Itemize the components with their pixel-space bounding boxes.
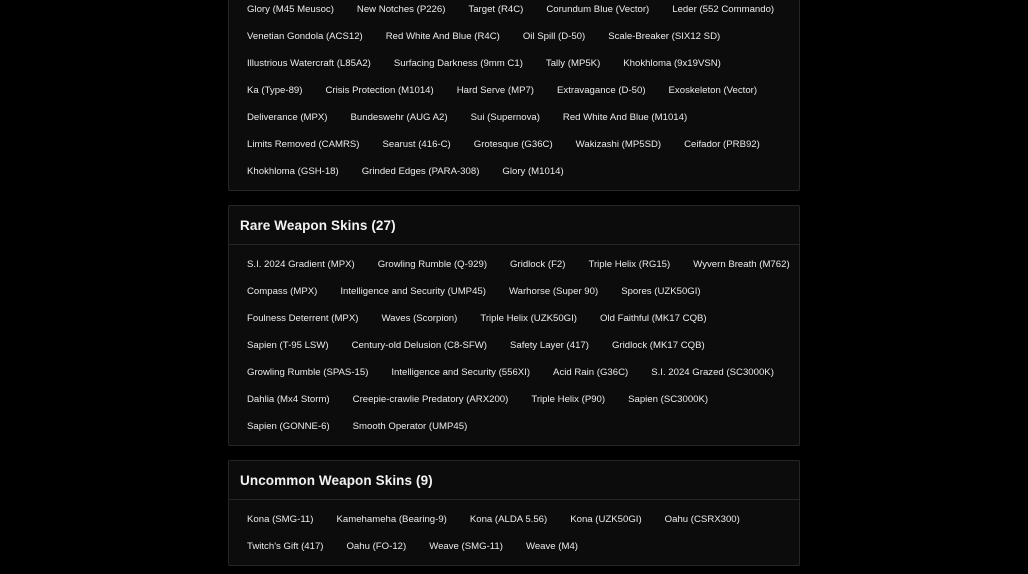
skin-item[interactable]: Corundum Blue (Vector) [546, 4, 650, 15]
skin-row [240, 413, 788, 440]
skin-item[interactable]: Grinded Edges (PARA-308) [361, 166, 480, 177]
skin-item[interactable]: Target (R4C) [468, 4, 524, 15]
skin-item[interactable]: Bundeswehr (AUG A2) [350, 112, 448, 123]
skin-item[interactable]: Gridlock (F2) [510, 259, 566, 270]
skin-item[interactable]: Leder (552 Commando) [672, 4, 775, 15]
skin-row [240, 533, 788, 560]
skin-item[interactable]: Searust (416-C) [382, 139, 451, 150]
skin-row [240, 131, 788, 158]
skin-item[interactable]: Dahlia (Mx4 Storm) [247, 394, 330, 405]
skin-item[interactable]: Khokhloma (GSH-18) [247, 166, 339, 177]
skin-item[interactable]: S.I. 2024 Gradient (MPX) [247, 259, 355, 270]
section-rare-weapon-skins [228, 205, 800, 446]
skin-item[interactable]: Kona (UZK50GI) [570, 514, 642, 525]
skin-item[interactable]: Acid Rain (G36C) [553, 367, 629, 378]
skin-row [240, 50, 788, 77]
skin-item[interactable]: Weave (SMG-11) [429, 541, 503, 552]
skin-row [240, 251, 788, 278]
skin-row [240, 332, 788, 359]
skin-row [240, 104, 788, 131]
skins-list [228, 0, 800, 574]
skin-item[interactable]: Glory (M1014) [502, 166, 564, 177]
skin-item[interactable]: S.I. 2024 Grazed (SC3000K) [651, 367, 774, 378]
skin-item[interactable]: Growling Rumble (Q-929) [377, 259, 488, 270]
skin-item[interactable]: Surfacing Darkness (9mm C1) [393, 58, 523, 69]
skin-item[interactable]: Kona (SMG-11) [247, 514, 314, 525]
section-header [229, 461, 799, 500]
section-uncommon-weapon-skins [228, 460, 800, 566]
skin-row [240, 23, 788, 50]
skin-item[interactable]: Foulness Deterrent (MPX) [247, 313, 359, 324]
skin-item[interactable]: Waves (Scorpion) [381, 313, 458, 324]
skin-item[interactable]: Triple Helix (P90) [531, 394, 606, 405]
skin-row [240, 386, 788, 413]
skin-item[interactable]: Ceifador (PRB92) [684, 139, 760, 150]
skin-item[interactable]: Limits Removed (CAMRS) [247, 139, 360, 150]
section-header [229, 206, 799, 245]
skin-item[interactable]: Deliverance (MPX) [247, 112, 328, 123]
skin-item[interactable]: Intelligence and Security (UMP45) [340, 286, 486, 297]
skin-item[interactable]: Scale-Breaker (SIX12 SD) [608, 31, 721, 42]
skin-item[interactable]: Gridlock (MK17 CQB) [611, 340, 705, 351]
skin-row [240, 158, 788, 185]
skin-item[interactable]: Grotesque (G36C) [473, 139, 553, 150]
skin-item[interactable]: Illustrious Watercraft (L85A2) [247, 58, 371, 69]
skin-item[interactable]: Ka (Type-89) [247, 85, 303, 96]
skin-item[interactable]: Twitch's Gift (417) [247, 541, 324, 552]
skin-item[interactable]: Hard Serve (MP7) [456, 85, 535, 96]
skin-item[interactable]: Smooth Operator (UMP45) [352, 421, 468, 432]
skin-item[interactable]: Old Faithful (MK17 CQB) [600, 313, 707, 324]
section-top-skins-items [229, 0, 799, 190]
skin-item[interactable]: Warhorse (Super 90) [508, 286, 599, 297]
section-top-skins [228, 0, 800, 191]
skin-row [240, 305, 788, 332]
skin-item[interactable]: Extravagance (D-50) [557, 85, 646, 96]
skin-row [240, 0, 788, 23]
skin-item[interactable]: Intelligence and Security (556XI) [391, 367, 531, 378]
skin-item[interactable]: Oahu (FO-12) [346, 541, 407, 552]
skin-item[interactable]: Crisis Protection (M1014) [325, 85, 434, 96]
skin-row [240, 77, 788, 104]
skin-item[interactable]: Weave (M4) [525, 541, 579, 552]
skin-item[interactable]: Wyvern Breath (M762) [693, 259, 790, 270]
skin-item[interactable]: Sui (Supernova) [470, 112, 540, 123]
skin-item[interactable]: Sapien (SC3000K) [628, 394, 709, 405]
skin-row [240, 506, 788, 533]
skin-row [240, 359, 788, 386]
skin-item[interactable]: Oil Spill (D-50) [522, 31, 586, 42]
skin-item[interactable]: Venetian Gondola (ACS12) [247, 31, 363, 42]
skin-item[interactable]: Creepie-crawlie Predatory (ARX200) [352, 394, 509, 405]
section-uncommon-weapon-skins-items [229, 500, 799, 565]
skin-item[interactable]: Century-old Delusion (C8-SFW) [351, 340, 488, 351]
skin-item[interactable]: Triple Helix (UZK50GI) [480, 313, 577, 324]
section-rare-weapon-skins-items [229, 245, 799, 445]
skin-item[interactable]: Red White And Blue (R4C) [385, 31, 500, 42]
skin-item[interactable]: Oahu (CSRX300) [664, 514, 740, 525]
section-title: Uncommon Weapon Skins (9) [240, 472, 433, 488]
skin-item[interactable]: Safety Layer (417) [510, 340, 589, 351]
skin-item[interactable]: Growling Rumble (SPAS-15) [247, 367, 369, 378]
skin-item[interactable]: Glory (M45 Meusoc) [247, 4, 334, 15]
skin-item[interactable]: Compass (MPX) [247, 286, 318, 297]
skin-item[interactable]: New Notches (P226) [356, 4, 446, 15]
skin-item[interactable]: Tally (MP5K) [545, 58, 601, 69]
skin-item[interactable]: Wakizashi (MP5SD) [575, 139, 662, 150]
skin-item[interactable]: Triple Helix (RG15) [588, 259, 671, 270]
skin-item[interactable]: Exoskeleton (Vector) [668, 85, 758, 96]
skin-row [240, 278, 788, 305]
skin-item[interactable]: Sapien (GONNE-6) [247, 421, 330, 432]
section-title: Rare Weapon Skins (27) [240, 217, 396, 233]
skin-item[interactable]: Sapien (T-95 LSW) [247, 340, 329, 351]
skin-item[interactable]: Kamehameha (Bearing-9) [336, 514, 447, 525]
skin-item[interactable]: Red White And Blue (M1014) [562, 112, 688, 123]
skin-item[interactable]: Khokhloma (9x19VSN) [623, 58, 721, 69]
skin-item[interactable]: Kona (ALDA 5.56) [469, 514, 548, 525]
skin-item[interactable]: Spores (UZK50GI) [621, 286, 701, 297]
